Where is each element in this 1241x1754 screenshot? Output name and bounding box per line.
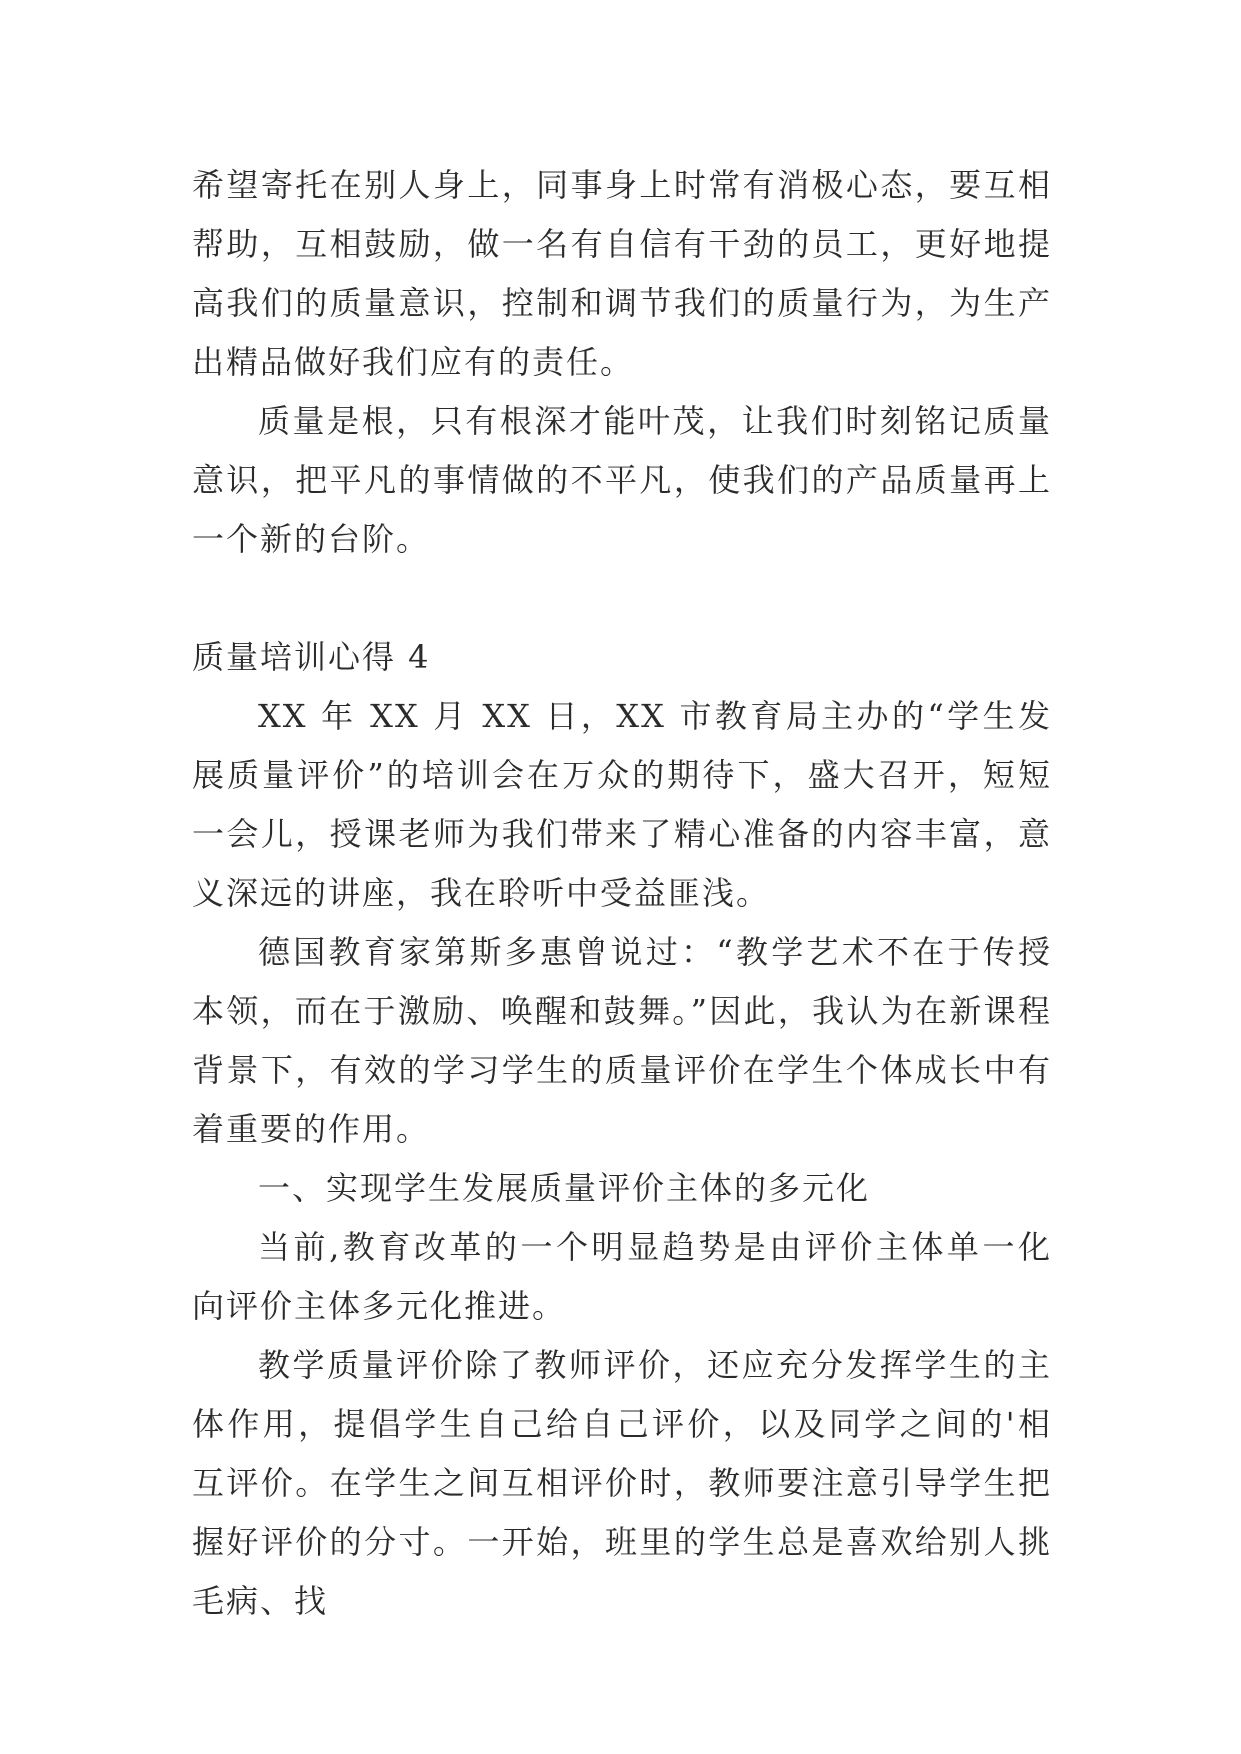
paragraph-continuation: 希望寄托在别人身上，同事身上时常有消极心态，要互相帮助，互相鼓励，做一名有自信有干劲的员工，更好地提高我们的质量意识，控制和调节我们的质量行为，为生产出精品做好我们应有的责任。 (192, 166, 1052, 381)
subheading-diversification: 一、实现学生发展质量评价主体的多元化 (258, 1169, 871, 1207)
document-body (192, 156, 1052, 1631)
paragraph-training-intro: XX 年 XX 月 XX 日，XX 市教育局主办的“学生发展质量评价”的培训会在万众的期待下，盛大召开，短短一会儿，授课老师为我们带来了精心准备的内容丰富，意义深远的讲座，我在聆听中受益匪浅。 (192, 697, 1052, 912)
paragraph-peer-evaluation: 教学质量评价除了教师评价，还应充分发挥学生的主体作用，提倡学生自己给自己评价，以及同学之间的'相互评价。在学生之间互相评价时，教师要注意引导学生把握好评价的分寸。一开始，班里的学生总是喜欢给别人挑毛病、找 (192, 1346, 1052, 1620)
section-title: 质量培训心得 4 (192, 638, 431, 676)
paragraph-quality-root: 质量是根，只有根深才能叶茂，让我们时刻铭记质量意识，把平凡的事情做的不平凡，使我们的产品质量再上一个新的台阶。 (192, 402, 1052, 558)
paragraph-quote: 德国教育家第斯多惠曾说过：“教学艺术不在于传授本领，而在于激励、唤醒和鼓舞。”因此，我认为在新课程背景下，有效的学习学生的质量评价在学生个体成长中有着重要的作用。 (192, 933, 1052, 1148)
paragraph-reform-trend: 当前,教育改革的一个明显趋势是由评价主体单一化向评价主体多元化推进。 (192, 1228, 1052, 1325)
